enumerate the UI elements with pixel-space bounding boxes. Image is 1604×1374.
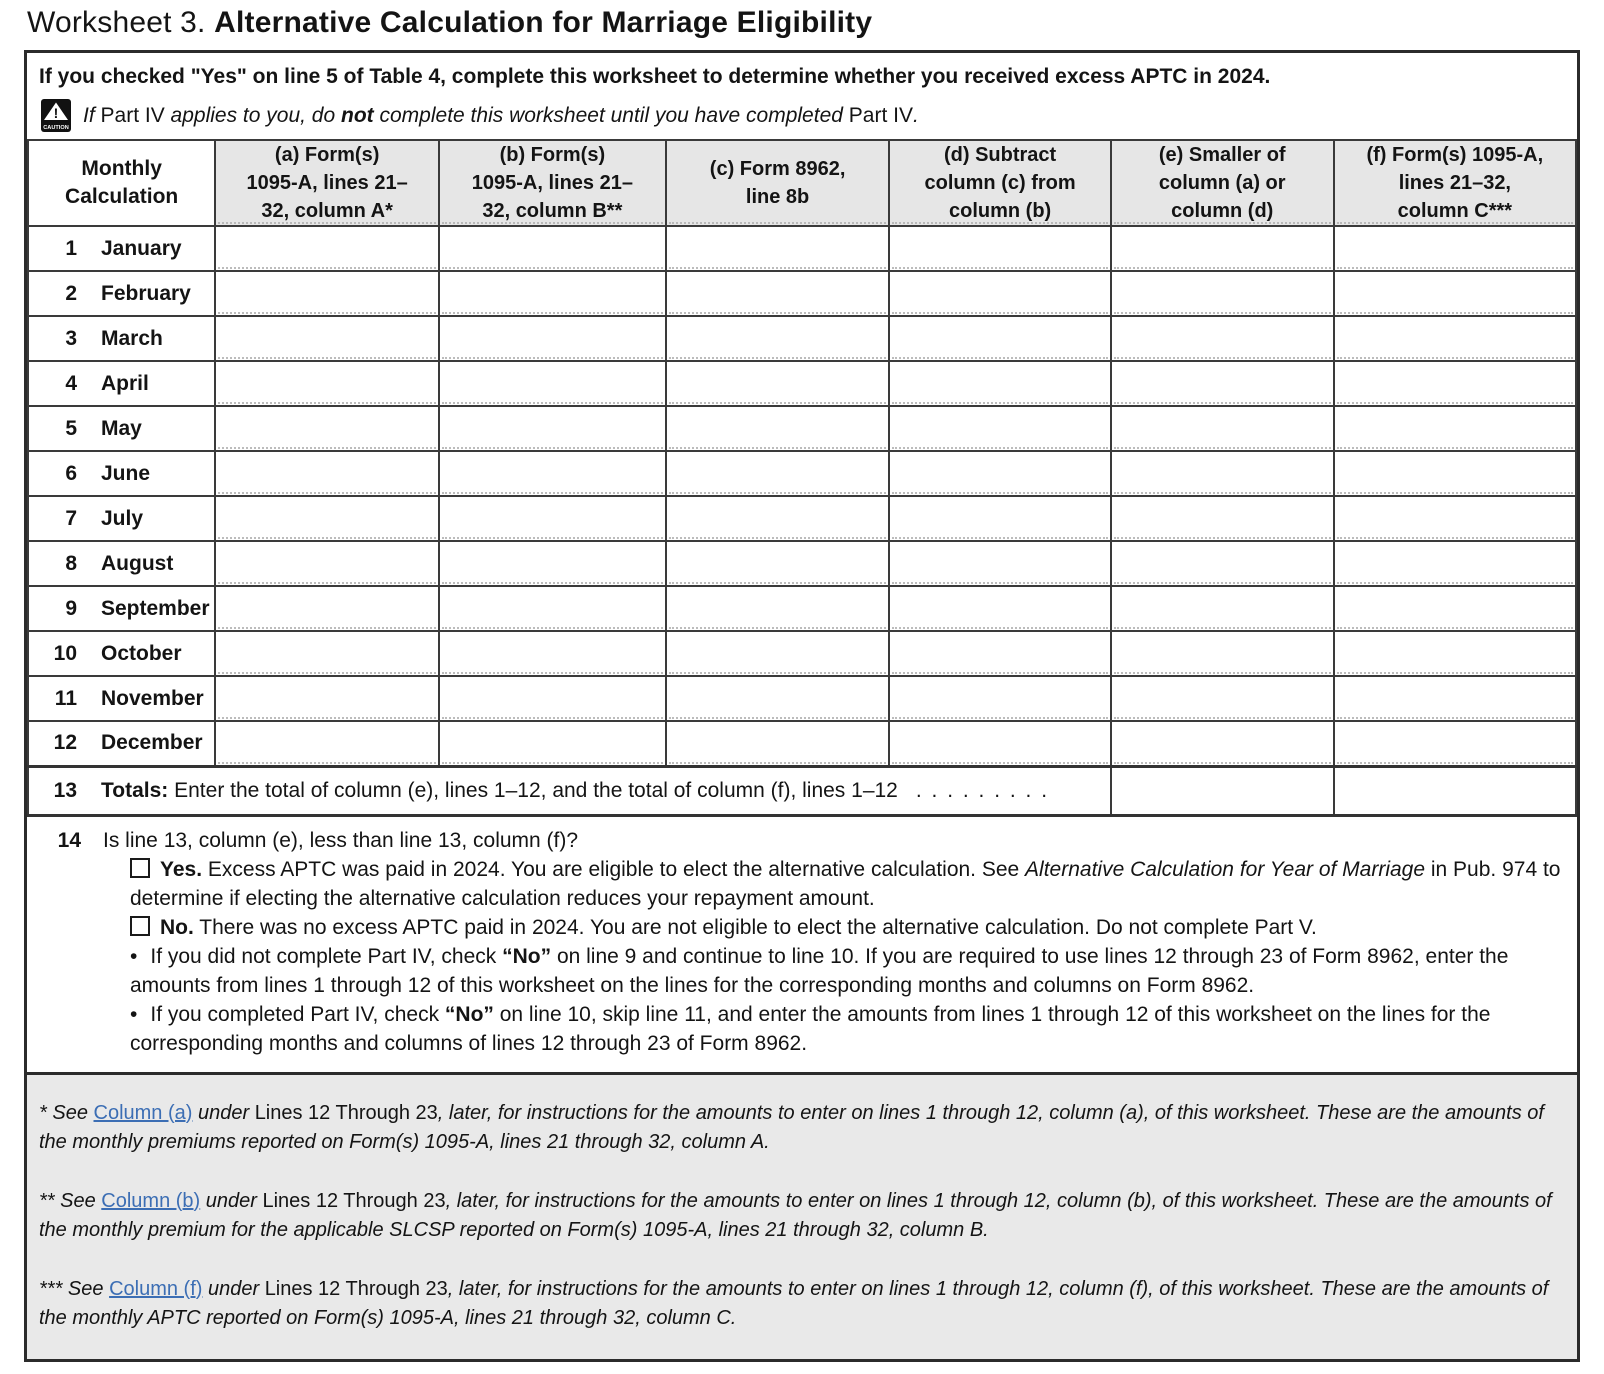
column-link[interactable]: Column (f) — [109, 1277, 203, 1300]
data-cell — [889, 406, 1110, 451]
data-cell — [666, 676, 890, 721]
column-header: (b) Form(s) 1095-A, lines 21– 32, column B** — [439, 140, 666, 226]
data-cell — [1334, 496, 1576, 541]
data-cell — [666, 586, 890, 631]
worksheet-table — [27, 139, 1577, 817]
line-14-bullet-2: • If you completed Part IV, check “No” on line 10, skip line 11, and enter the amounts from lines 1 through 12 of this worksheet on the lines for the corresponding months and columns of lines 12 through 23 of Form 8962. — [130, 1002, 1491, 1055]
worksheet-box — [24, 50, 1580, 1362]
intro-text: If you checked "Yes" on line 5 of Table 4, complete this worksheet to determine whether you received excess APTC in 2024. — [39, 65, 1271, 88]
data-cell — [1334, 676, 1576, 721]
line-14-no: No. There was no excess APTC paid in 2024. You are not eligible to elect the alternative calculation. Do not complete Part V. — [103, 913, 1561, 942]
column-header: (f) Form(s) 1095-A, lines 21–32, column C*** — [1334, 140, 1576, 226]
data-cell — [666, 361, 890, 406]
data-cell — [1334, 451, 1576, 496]
footnotes-section — [27, 1072, 1577, 1359]
data-cell — [666, 271, 890, 316]
data-cell — [1111, 676, 1334, 721]
data-cell — [1334, 586, 1576, 631]
svg-text:!: ! — [53, 105, 59, 121]
data-cell — [889, 586, 1110, 631]
svg-text:CAUTION: CAUTION — [43, 125, 69, 131]
page-title: Worksheet 3. Alternative Calculation for Marriage Eligibility — [27, 6, 873, 39]
data-cell — [215, 361, 439, 406]
data-cell — [1334, 271, 1576, 316]
column-header: (c) Form 8962, line 8b — [666, 140, 890, 226]
footnote: ** See Column (b) under Lines 12 Through 23, later, for instructions for the amounts to enter on lines 1 through 12, column (b), of this worksheet. These are the amounts of the monthly premium for the applicable SLCSP reported on Form(s) 1095-A, lines 21 through 32, column B. — [39, 1189, 1552, 1241]
month-cell: 3 March — [28, 316, 215, 361]
data-cell — [215, 586, 439, 631]
data-cell — [666, 541, 890, 586]
column-header-month: Monthly Calculation — [28, 140, 215, 226]
totals-col-e-cell — [1111, 766, 1334, 815]
data-cell — [215, 271, 439, 316]
no-checkbox[interactable] — [130, 916, 150, 936]
month-cell: 2 February — [28, 271, 215, 316]
month-cell: 8 August — [28, 541, 215, 586]
yes-checkbox[interactable] — [130, 858, 150, 878]
data-cell — [889, 496, 1110, 541]
footnote: * See Column (a) under Lines 12 Through 23, later, for instructions for the amounts to enter on lines 1 through 12, column (a), of this worksheet. These are the amounts of the monthly premiums reported on Form(s) 1095-A, lines 21 through 32, column A. — [39, 1101, 1544, 1153]
caution-icon — [41, 99, 71, 132]
bullet-icon: • — [130, 944, 138, 968]
data-cell — [889, 541, 1110, 586]
data-cell — [215, 226, 439, 271]
line-14-yes: Yes. Excess APTC was paid in 2024. You are eligible to elect the alternative calculation. See Alternative Calculation for Year of Marriage in Pub. 974 to determine if electing the alternative calculation reduces your repayment amount. — [130, 857, 1561, 910]
data-cell — [215, 451, 439, 496]
data-cell — [439, 406, 666, 451]
table-row — [28, 316, 1576, 361]
header-row — [28, 140, 1576, 226]
data-cell — [889, 676, 1110, 721]
data-cell — [439, 226, 666, 271]
data-cell — [889, 316, 1110, 361]
data-cell — [1334, 541, 1576, 586]
month-cell: 7 July — [28, 496, 215, 541]
data-cell — [889, 226, 1110, 271]
data-cell — [439, 586, 666, 631]
data-cell — [215, 541, 439, 586]
data-cell — [1111, 586, 1334, 631]
data-cell — [215, 721, 439, 766]
data-cell — [666, 451, 890, 496]
table-row — [28, 226, 1576, 271]
data-cell — [666, 226, 890, 271]
data-cell — [1334, 226, 1576, 271]
data-cell — [1111, 406, 1334, 451]
data-cell — [1111, 541, 1334, 586]
table-row — [28, 541, 1576, 586]
table-row — [28, 676, 1576, 721]
data-cell — [1111, 316, 1334, 361]
bullet-icon: • — [130, 1002, 138, 1026]
data-cell — [889, 271, 1110, 316]
data-cell — [215, 406, 439, 451]
data-cell — [439, 676, 666, 721]
data-cell — [1111, 721, 1334, 766]
month-cell: 9 September — [28, 586, 215, 631]
column-link[interactable]: Column (a) — [93, 1101, 193, 1124]
table-row — [28, 271, 1576, 316]
data-cell — [215, 631, 439, 676]
line-14-section — [27, 817, 1577, 1072]
totals-label-cell: 13 Totals: Enter the total of column (e), lines 1–12, and the total of column (f), lines 1–12 . . . . . . . . . — [28, 766, 1111, 815]
table-row — [28, 721, 1576, 766]
line-14-number: 14 — [57, 828, 81, 852]
page-title-main: Alternative Calculation for Marriage Eligibility — [214, 6, 873, 39]
data-cell — [666, 721, 890, 766]
month-cell: 6 June — [28, 451, 215, 496]
data-cell — [889, 361, 1110, 406]
month-cell: 12 December — [28, 721, 215, 766]
totals-row — [28, 766, 1576, 815]
data-cell — [439, 316, 666, 361]
table-row — [28, 496, 1576, 541]
month-cell: 10 October — [28, 631, 215, 676]
data-cell — [1111, 496, 1334, 541]
data-cell — [889, 451, 1110, 496]
data-cell — [439, 721, 666, 766]
line-14-question: Is line 13, column (e), less than line 13, column (f)? — [103, 828, 579, 852]
caution-row — [27, 94, 1577, 139]
column-link[interactable]: Column (b) — [101, 1189, 201, 1212]
data-cell — [666, 631, 890, 676]
caution-text: If Part IV applies to you, do not complete this worksheet until you have completed Part IV. — [83, 103, 919, 127]
data-cell — [1111, 451, 1334, 496]
table-row — [28, 361, 1576, 406]
data-cell — [889, 721, 1110, 766]
data-cell — [666, 496, 890, 541]
footnote: *** See Column (f) under Lines 12 Through 23, later, for instructions for the amounts to enter on lines 1 through 12, column (f), of this worksheet. These are the amounts of the monthly APTC reported on Form(s) 1095-A, lines 21 through 32, column C. — [39, 1277, 1549, 1329]
data-cell — [889, 631, 1110, 676]
table-row — [28, 631, 1576, 676]
data-cell — [1334, 631, 1576, 676]
table-row — [28, 406, 1576, 451]
month-cell: 4 April — [28, 361, 215, 406]
data-cell — [1111, 226, 1334, 271]
totals-col-f-cell — [1334, 766, 1576, 815]
month-cell: 1 January — [28, 226, 215, 271]
data-cell — [439, 631, 666, 676]
table-row — [28, 586, 1576, 631]
data-cell — [666, 406, 890, 451]
data-cell — [666, 316, 890, 361]
data-cell — [439, 496, 666, 541]
table-row — [28, 451, 1576, 496]
data-cell — [1334, 316, 1576, 361]
data-cell — [215, 316, 439, 361]
data-cell — [1334, 406, 1576, 451]
column-header: (e) Smaller of column (a) or column (d) — [1111, 140, 1334, 226]
column-header: (d) Subtract column (c) from column (b) — [889, 140, 1110, 226]
data-cell — [215, 676, 439, 721]
data-cell — [439, 361, 666, 406]
data-cell — [439, 451, 666, 496]
data-cell — [1111, 271, 1334, 316]
data-cell — [1111, 631, 1334, 676]
line-14-bullet-1: • If you did not complete Part IV, check “No” on line 9 and continue to line 10. If you are required to use lines 12 through 23 of Form 8962, enter the amounts from lines 1 through 12 of this worksheet on the lines for the corresponding months and columns on Form 8962. — [130, 944, 1509, 997]
month-cell: 11 November — [28, 676, 215, 721]
data-cell — [439, 271, 666, 316]
column-header: (a) Form(s) 1095-A, lines 21– 32, column A* — [215, 140, 439, 226]
data-cell — [1111, 361, 1334, 406]
month-cell: 5 May — [28, 406, 215, 451]
dot-leader: . . . . . . . . . — [915, 778, 1050, 802]
data-cell — [1334, 721, 1576, 766]
data-cell — [1334, 361, 1576, 406]
data-cell — [215, 496, 439, 541]
data-cell — [439, 541, 666, 586]
